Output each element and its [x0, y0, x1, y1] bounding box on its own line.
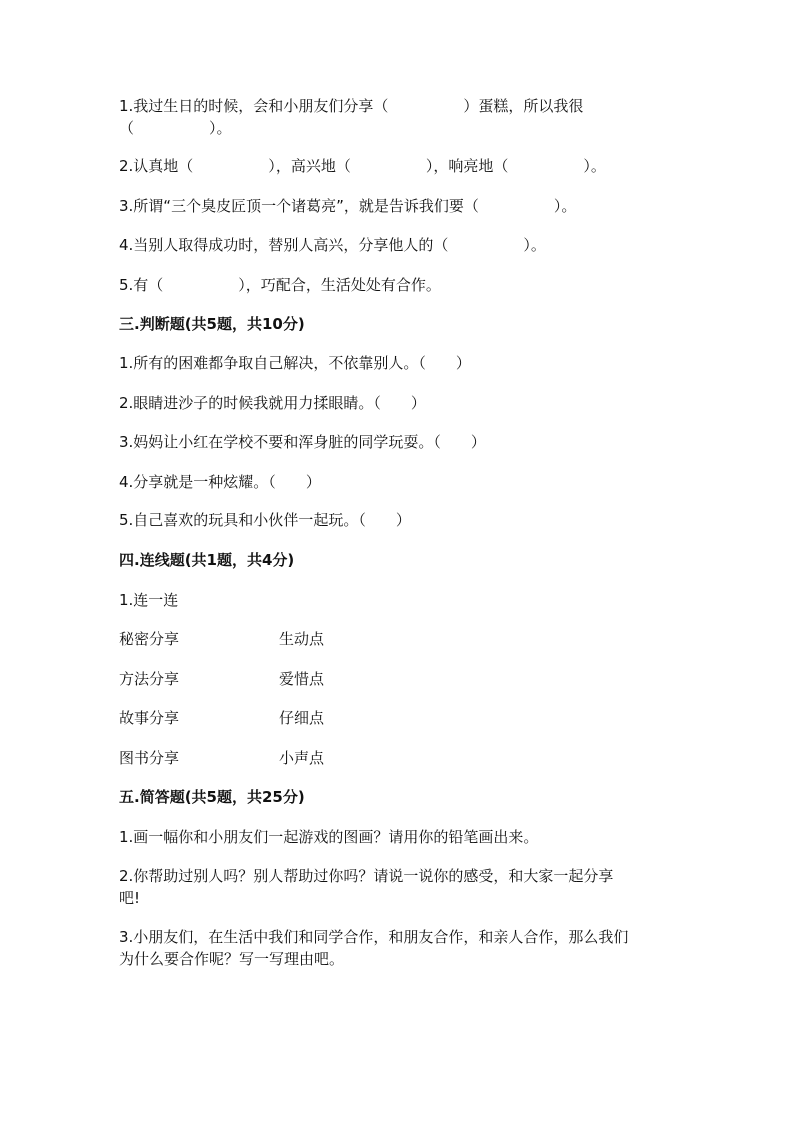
fill-blank-q1-line1: 1.我过生日的时候，会和小朋友们分享（ ）蛋糕，所以我很 — [119, 97, 584, 115]
matching-right-2: 爱惜点 — [279, 670, 325, 688]
fill-blank-q3: 3.所谓“三个臭皮匠顶一个诸葛亮”，就是告诉我们要（ ）。 — [119, 197, 577, 215]
judge-item-5: 5.自己喜欢的玩具和小伙伴一起玩。（ ） — [119, 511, 411, 529]
fill-blank-q5: 5.有（ ），巧配合，生活处处有合作。 — [119, 276, 441, 294]
fill-blank-q2: 2.认真地（ ），高兴地（ ），响亮地（ ）。 — [119, 157, 606, 175]
matching-right-1: 生动点 — [279, 630, 325, 648]
short-answer-q3-line1: 3.小朋友们，在生活中我们和同学合作，和朋友合作，和亲人合作，那么我们 — [119, 928, 629, 946]
matching-left-1: 秘密分享 — [119, 630, 180, 648]
fill-blank-q1-line2: （ ）。 — [119, 119, 232, 137]
fill-blank-q4: 4.当别人取得成功时，替别人高兴，分享他人的（ ）。 — [119, 236, 546, 254]
judge-item-3: 3.妈妈让小红在学校不要和浑身脏的同学玩耍。（ ） — [119, 433, 486, 451]
judge-item-4: 4.分享就是一种炫耀。（ ） — [119, 473, 321, 491]
matching-left-2: 方法分享 — [119, 670, 180, 688]
judge-item-2: 2.眼睛进沙子的时候我就用力揉眼睛。（ ） — [119, 394, 426, 412]
short-answer-q2-line1: 2.你帮助过别人吗？别人帮助过你吗？请说一说你的感受，和大家一起分享 — [119, 867, 614, 885]
matching-right-3: 仔细点 — [279, 709, 325, 727]
section3-heading: 三.判断题(共5题，共10分) — [119, 315, 305, 333]
section4-heading: 四.连线题(共1题，共4分) — [119, 551, 295, 569]
judge-item-1: 1.所有的困难都争取自己解决，不依靠别人。（ ） — [119, 354, 471, 372]
section5-heading: 五.简答题(共5题，共25分) — [119, 788, 305, 806]
short-answer-q2-line2: 吧! — [119, 889, 141, 907]
matching-left-3: 故事分享 — [119, 709, 180, 727]
short-answer-q1: 1.画一幅你和小朋友们一起游戏的图画？请用你的铅笔画出来。 — [119, 828, 539, 846]
matching-question: 1.连一连 — [119, 591, 179, 609]
matching-left-4: 图书分享 — [119, 749, 180, 767]
matching-right-4: 小声点 — [279, 749, 325, 767]
short-answer-q3-line2: 为什么要合作呢？写一写理由吧。 — [119, 950, 345, 968]
